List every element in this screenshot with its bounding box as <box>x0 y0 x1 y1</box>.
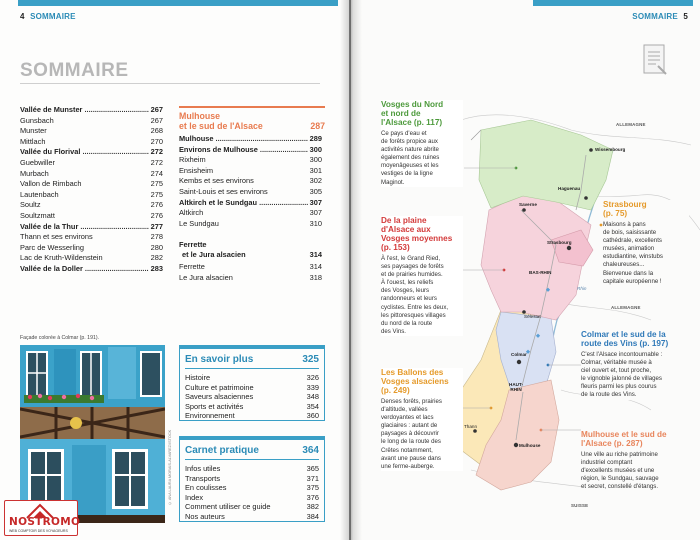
toc-page: 272 <box>150 147 163 157</box>
toc-row <box>179 262 322 273</box>
callout-title: l'Alsace (p. 287) <box>581 439 643 448</box>
callout-line: Une ville au riche patrimoine <box>581 451 658 458</box>
callout-title: Vosges alsaciens <box>381 377 449 386</box>
photo-credit: © ANA LAURA MORAIS-ALVAREZ/ISTOCK <box>168 429 172 505</box>
ferrette-line1: Ferrette <box>179 240 207 249</box>
toc-page: 376 <box>306 492 319 502</box>
toc-label: Le Jura alsacien <box>179 272 233 282</box>
left-page <box>0 0 349 540</box>
section-mulhouse <box>179 111 325 131</box>
callout-line: des Vins. <box>381 327 406 335</box>
callout-line: région, le Sundgau, sauvage <box>581 475 659 483</box>
callout-line: également des ruines <box>381 154 440 162</box>
callout-line: C'est l'Alsace incontournable : <box>581 351 663 358</box>
callout-body <box>381 398 463 471</box>
section-title-line2: et le sud de l'Alsace <box>179 121 263 131</box>
callout-line: À l'ouest, les reliefs <box>381 279 434 287</box>
callout-line: les pittoresques villages <box>381 311 446 319</box>
toc-row <box>20 147 163 158</box>
toc-page: 307 <box>309 208 322 218</box>
toc-row <box>20 105 163 116</box>
toc-page: 277 <box>150 221 163 231</box>
callout-colmar <box>581 330 693 400</box>
toc-label: Vallée du Florival ..... <box>20 147 149 158</box>
callout-title: Vosges moyennes <box>381 234 453 243</box>
toc-label: Environs de Mulhouse ..... <box>179 145 308 156</box>
toc-label: Kembs et ses environs <box>179 176 254 186</box>
toc-row <box>20 253 163 264</box>
folio-title: SOMMAIRE <box>30 12 76 21</box>
toc-label: Murbach <box>20 168 49 178</box>
callout-line: et de prairies humides. <box>381 271 443 279</box>
toc-label: Infos utiles <box>185 464 221 473</box>
folio-title-right: SOMMAIRE <box>632 12 678 21</box>
toc-label: Lac de Kruth-Wildenstein <box>20 253 103 263</box>
callout-title: De la plaine <box>381 216 427 225</box>
toc-column-2 <box>179 134 322 229</box>
toc-row <box>20 222 163 233</box>
toc-row <box>20 190 163 201</box>
toc-page: 267 <box>150 105 163 114</box>
toc-row <box>185 464 319 474</box>
map-label-haut-rhin <box>509 382 523 392</box>
callout-line: des Vosges, leurs <box>381 287 430 295</box>
toc-page: 280 <box>150 242 163 252</box>
callout-line: verdoyantes et lacs <box>381 414 434 422</box>
logo-subtitle: WEB COMPTOIR DES VOYAGEURS <box>9 529 68 533</box>
callout-ballons <box>381 368 463 471</box>
toc-page: 282 <box>150 253 163 263</box>
map-label-wissembourg: Wissembourg <box>595 147 626 152</box>
callout-line: ses paysages de forêts <box>381 263 444 271</box>
toc-column-1 <box>20 105 163 275</box>
top-bar <box>18 0 338 6</box>
toc-row <box>185 512 319 522</box>
nostromo-logo <box>4 500 81 536</box>
carnet-page: 364 <box>302 445 319 456</box>
toc-page: 268 <box>150 126 163 136</box>
toc-row <box>179 198 322 209</box>
map-label-haguenau: Haguenau <box>558 186 581 191</box>
section-rule <box>179 106 325 108</box>
toc-page: 375 <box>306 483 319 493</box>
alsace-map <box>351 90 700 530</box>
callout-title: l'Alsace (p. 117) <box>381 118 443 127</box>
toc-label: Ensisheim <box>179 165 214 175</box>
map-label-allemagne-mid: ALLEMAGNE <box>611 305 641 310</box>
toc-row <box>20 211 163 222</box>
toc-label: Nos auteurs <box>185 511 225 521</box>
toc-page: 272 <box>150 157 163 167</box>
toc-page: 307 <box>309 197 322 207</box>
callout-line: Colmar, véritable musée à <box>581 359 652 367</box>
toc-row <box>20 232 163 243</box>
callout-line: Ce pays d'eau et <box>381 130 427 137</box>
map-label-haut-rhin-2: RHIN <box>510 387 522 392</box>
carnet-list <box>185 464 319 522</box>
callout-title: (p. 75) <box>603 209 628 218</box>
toc-label: Vallée de Munster ..... <box>20 105 149 116</box>
toc-page: 276 <box>150 210 163 220</box>
toc-row <box>20 264 163 275</box>
callout-line: cathédrale, excellents <box>603 237 662 245</box>
toc-row <box>20 200 163 211</box>
callout-title: Colmar et le sud de la <box>581 330 666 339</box>
toc-ferrette <box>179 262 322 283</box>
callout-line: Bienvenue dans la <box>603 269 654 277</box>
callout-title: route des Vins (p. 197) <box>581 339 669 348</box>
callout-line: le long de la route des <box>381 438 441 446</box>
toc-label: Environnement <box>185 411 235 421</box>
page-number: 4 <box>20 12 25 21</box>
toc-label: Vallon de Rimbach <box>20 179 82 189</box>
map-label-colmar: Colmar <box>511 352 527 357</box>
photo-caption: Façade colorée à Colmar (p. 191). <box>20 335 100 341</box>
toc-label: Sports et activités <box>185 401 244 411</box>
toc-page: 310 <box>309 218 322 228</box>
left-folio <box>20 12 76 21</box>
map-label-bas-rhin: BAS-RHIN <box>529 270 552 275</box>
toc-label: Altkirch <box>179 208 204 218</box>
callout-title: Vosges du Nord <box>381 100 444 109</box>
toc-page: 289 <box>309 134 322 143</box>
toc-page: 326 <box>306 373 319 382</box>
toc-label: Gunsbach <box>20 115 54 125</box>
toc-row <box>179 166 322 177</box>
callout-body <box>381 130 463 187</box>
document-icon <box>642 44 668 76</box>
map-label-mulhouse: Mulhouse <box>519 443 541 448</box>
map-label-allemagne-top: ALLEMAGNE <box>616 122 646 127</box>
callout-line: industriel comptant <box>581 459 633 467</box>
callout-title: d'Alsace aux <box>381 225 431 234</box>
logo-text: NOSTROMO <box>9 516 81 528</box>
toc-page: 314 <box>309 262 322 271</box>
toc-page: 275 <box>150 189 163 199</box>
section-page: 287 <box>310 121 325 131</box>
toc-label: Soultz <box>20 200 41 210</box>
callout-mulhouse <box>581 430 693 491</box>
callout-line: fleuris parmi les plus courus <box>581 383 657 391</box>
callout-line: le vignoble jalonné de villages <box>581 375 662 383</box>
toc-row <box>185 392 319 402</box>
savoir-list <box>185 373 319 421</box>
callout-title: (p. 153) <box>381 243 410 252</box>
toc-page: 301 <box>309 165 322 175</box>
savoir-page: 325 <box>302 354 319 365</box>
toc-label: Histoire <box>185 373 211 382</box>
callout-line: capitale européenne ! <box>603 277 662 285</box>
top-bar-right <box>533 0 693 6</box>
callout-line: randonneurs et leurs <box>381 295 437 303</box>
toc-row <box>185 402 319 412</box>
toc-page: 274 <box>150 168 163 178</box>
callout-body <box>381 255 463 336</box>
toc-label: Vallée de la Thur ..... <box>20 222 149 233</box>
toc-page: 300 <box>309 144 322 154</box>
box-carnet-pratique <box>179 436 325 522</box>
toc-page: 371 <box>306 473 319 483</box>
callout-body <box>581 451 693 491</box>
box-en-savoir-plus <box>179 345 325 421</box>
toc-page: 348 <box>306 392 319 402</box>
map-label-thann: Thann <box>464 424 478 429</box>
callout-line: de bois, saisissante <box>603 229 657 237</box>
map-label-selestat: Sélestat <box>524 314 541 319</box>
toc-page: 278 <box>150 232 163 242</box>
toc-label: Culture et patrimoine <box>185 382 254 392</box>
toc-page: 360 <box>306 411 319 421</box>
toc-row <box>20 169 163 180</box>
toc-row <box>185 383 319 393</box>
map-label-strasbourg: Strasbourg <box>547 240 572 245</box>
toc-row <box>179 208 322 219</box>
page-title: SOMMAIRE <box>20 60 129 81</box>
toc-label: Rixheim <box>179 155 206 165</box>
page-number-right: 5 <box>683 12 688 21</box>
section-title-line1: Mulhouse <box>179 111 221 121</box>
callout-line: activités nature abrite <box>381 146 439 154</box>
toc-row <box>185 474 319 484</box>
map-label-saverne: Saverne <box>519 202 537 207</box>
callout-strasbourg <box>603 200 689 286</box>
callout-line: musées, animation <box>603 245 655 253</box>
callout-line: chaleureuses... <box>603 261 645 269</box>
toc-label: Thann et ses environs <box>20 232 93 242</box>
toc-row <box>179 145 322 156</box>
callout-line: et secret, constellé d'étangs. <box>581 483 659 491</box>
callout-line: glaciaires : autant de <box>381 422 438 430</box>
toc-page: 275 <box>150 179 163 189</box>
toc-row <box>185 483 319 493</box>
map-label-haut-rhin-1: HAUT- <box>509 382 524 387</box>
callout-line: une ferme-auberge. <box>381 462 435 470</box>
toc-row <box>179 273 322 284</box>
toc-label: Saint-Louis et ses environs <box>179 186 268 196</box>
map-label-rhin: Rhin <box>577 286 587 291</box>
toc-label: Parc de Wesserling <box>20 242 84 252</box>
callout-line: d'altitude, vallées <box>381 406 428 414</box>
toc-page: 384 <box>306 511 319 521</box>
callout-plaine <box>381 216 463 336</box>
ferrette-heading <box>179 240 322 260</box>
toc-label: Le Sundgau <box>179 218 219 228</box>
map-label-suisse: SUISSE <box>571 503 589 508</box>
toc-row <box>20 243 163 254</box>
callout-vosges-nord <box>381 100 463 187</box>
title-rule <box>20 83 320 84</box>
toc-page: 305 <box>309 186 322 196</box>
toc-row <box>185 411 319 421</box>
toc-page: 339 <box>306 382 319 392</box>
toc-row <box>185 493 319 503</box>
callout-line: de forêts propice aux <box>381 138 438 146</box>
toc-label: Saveurs alsaciennes <box>185 392 254 402</box>
callout-line: Denses forêts, prairies <box>381 398 442 405</box>
toc-row <box>179 134 322 145</box>
callout-body <box>603 221 689 286</box>
callout-line: Maisons à pans <box>603 221 646 228</box>
callout-line: Maginot. <box>381 178 405 186</box>
toc-page: 302 <box>309 176 322 186</box>
toc-page: 365 <box>306 464 319 473</box>
savoir-title: En savoir plus <box>185 354 254 365</box>
callout-title: Strasbourg <box>603 200 647 209</box>
callout-title: et nord de <box>381 109 421 118</box>
toc-label: Soultzmatt <box>20 210 55 220</box>
toc-row <box>20 158 163 169</box>
toc-label: Comment utiliser ce guide <box>185 502 271 512</box>
toc-page: 270 <box>150 136 163 146</box>
toc-label: En coulisses <box>185 483 227 493</box>
toc-row <box>185 502 319 512</box>
toc-label: Guebwiller <box>20 157 55 167</box>
toc-label: Altkirch et le Sundgau ..... <box>179 198 308 209</box>
callout-line: vestiges de la ligne <box>381 170 433 178</box>
callout-line: du nord de la route <box>381 319 433 327</box>
toc-row <box>179 187 322 198</box>
toc-page: 382 <box>306 502 319 512</box>
toc-label: Ferrette <box>179 262 205 271</box>
callout-title: Mulhouse et le sud de <box>581 430 667 439</box>
callout-line: avant une pause dans <box>381 454 441 462</box>
callout-line: cyclistes. Entre les deux, <box>381 303 449 311</box>
toc-row <box>20 137 163 148</box>
toc-label: Transports <box>185 473 221 483</box>
colmar-facade-photo <box>20 345 165 523</box>
toc-row <box>185 373 319 383</box>
toc-page: 267 <box>150 115 163 125</box>
toc-row <box>179 176 322 187</box>
callout-line: Crêtes notamment, <box>381 446 433 454</box>
toc-page: 276 <box>150 200 163 210</box>
ferrette-page: 314 <box>309 250 322 259</box>
toc-label: Mulhouse ..... <box>179 134 308 145</box>
toc-row <box>20 116 163 127</box>
callout-line: ciel ouvert et, tout proche, <box>581 367 652 375</box>
toc-label: Munster <box>20 126 47 136</box>
right-folio <box>632 12 688 21</box>
toc-row <box>20 126 163 137</box>
callout-line: de la route des Vins. <box>581 391 637 399</box>
toc-label: Index <box>185 492 204 502</box>
toc-page: 283 <box>150 263 163 273</box>
callout-title: (p. 249) <box>381 386 410 395</box>
callout-line: estudiantine, winstubs <box>603 253 663 261</box>
callout-body <box>581 351 693 400</box>
callout-line: À l'est, le Grand Ried, <box>381 255 441 262</box>
callout-line: paysages à découvrir <box>381 430 439 438</box>
ferrette-line2: et le Jura alsacien <box>182 250 246 259</box>
toc-page: 318 <box>309 272 322 282</box>
toc-row <box>20 179 163 190</box>
toc-label: Lautenbach <box>20 189 59 199</box>
toc-row <box>179 219 322 230</box>
toc-page: 300 <box>309 155 322 165</box>
toc-page: 354 <box>306 401 319 411</box>
toc-label: Mittlach <box>20 136 46 146</box>
callout-line: d'excellents musées et une <box>581 467 655 475</box>
callout-line: moyenâgeuses et les <box>381 162 439 170</box>
toc-label: Vallée de la Doller ..... <box>20 264 149 275</box>
callout-title: Les Ballons des <box>381 368 444 377</box>
carnet-title: Carnet pratique <box>185 445 259 456</box>
toc-row <box>179 155 322 166</box>
